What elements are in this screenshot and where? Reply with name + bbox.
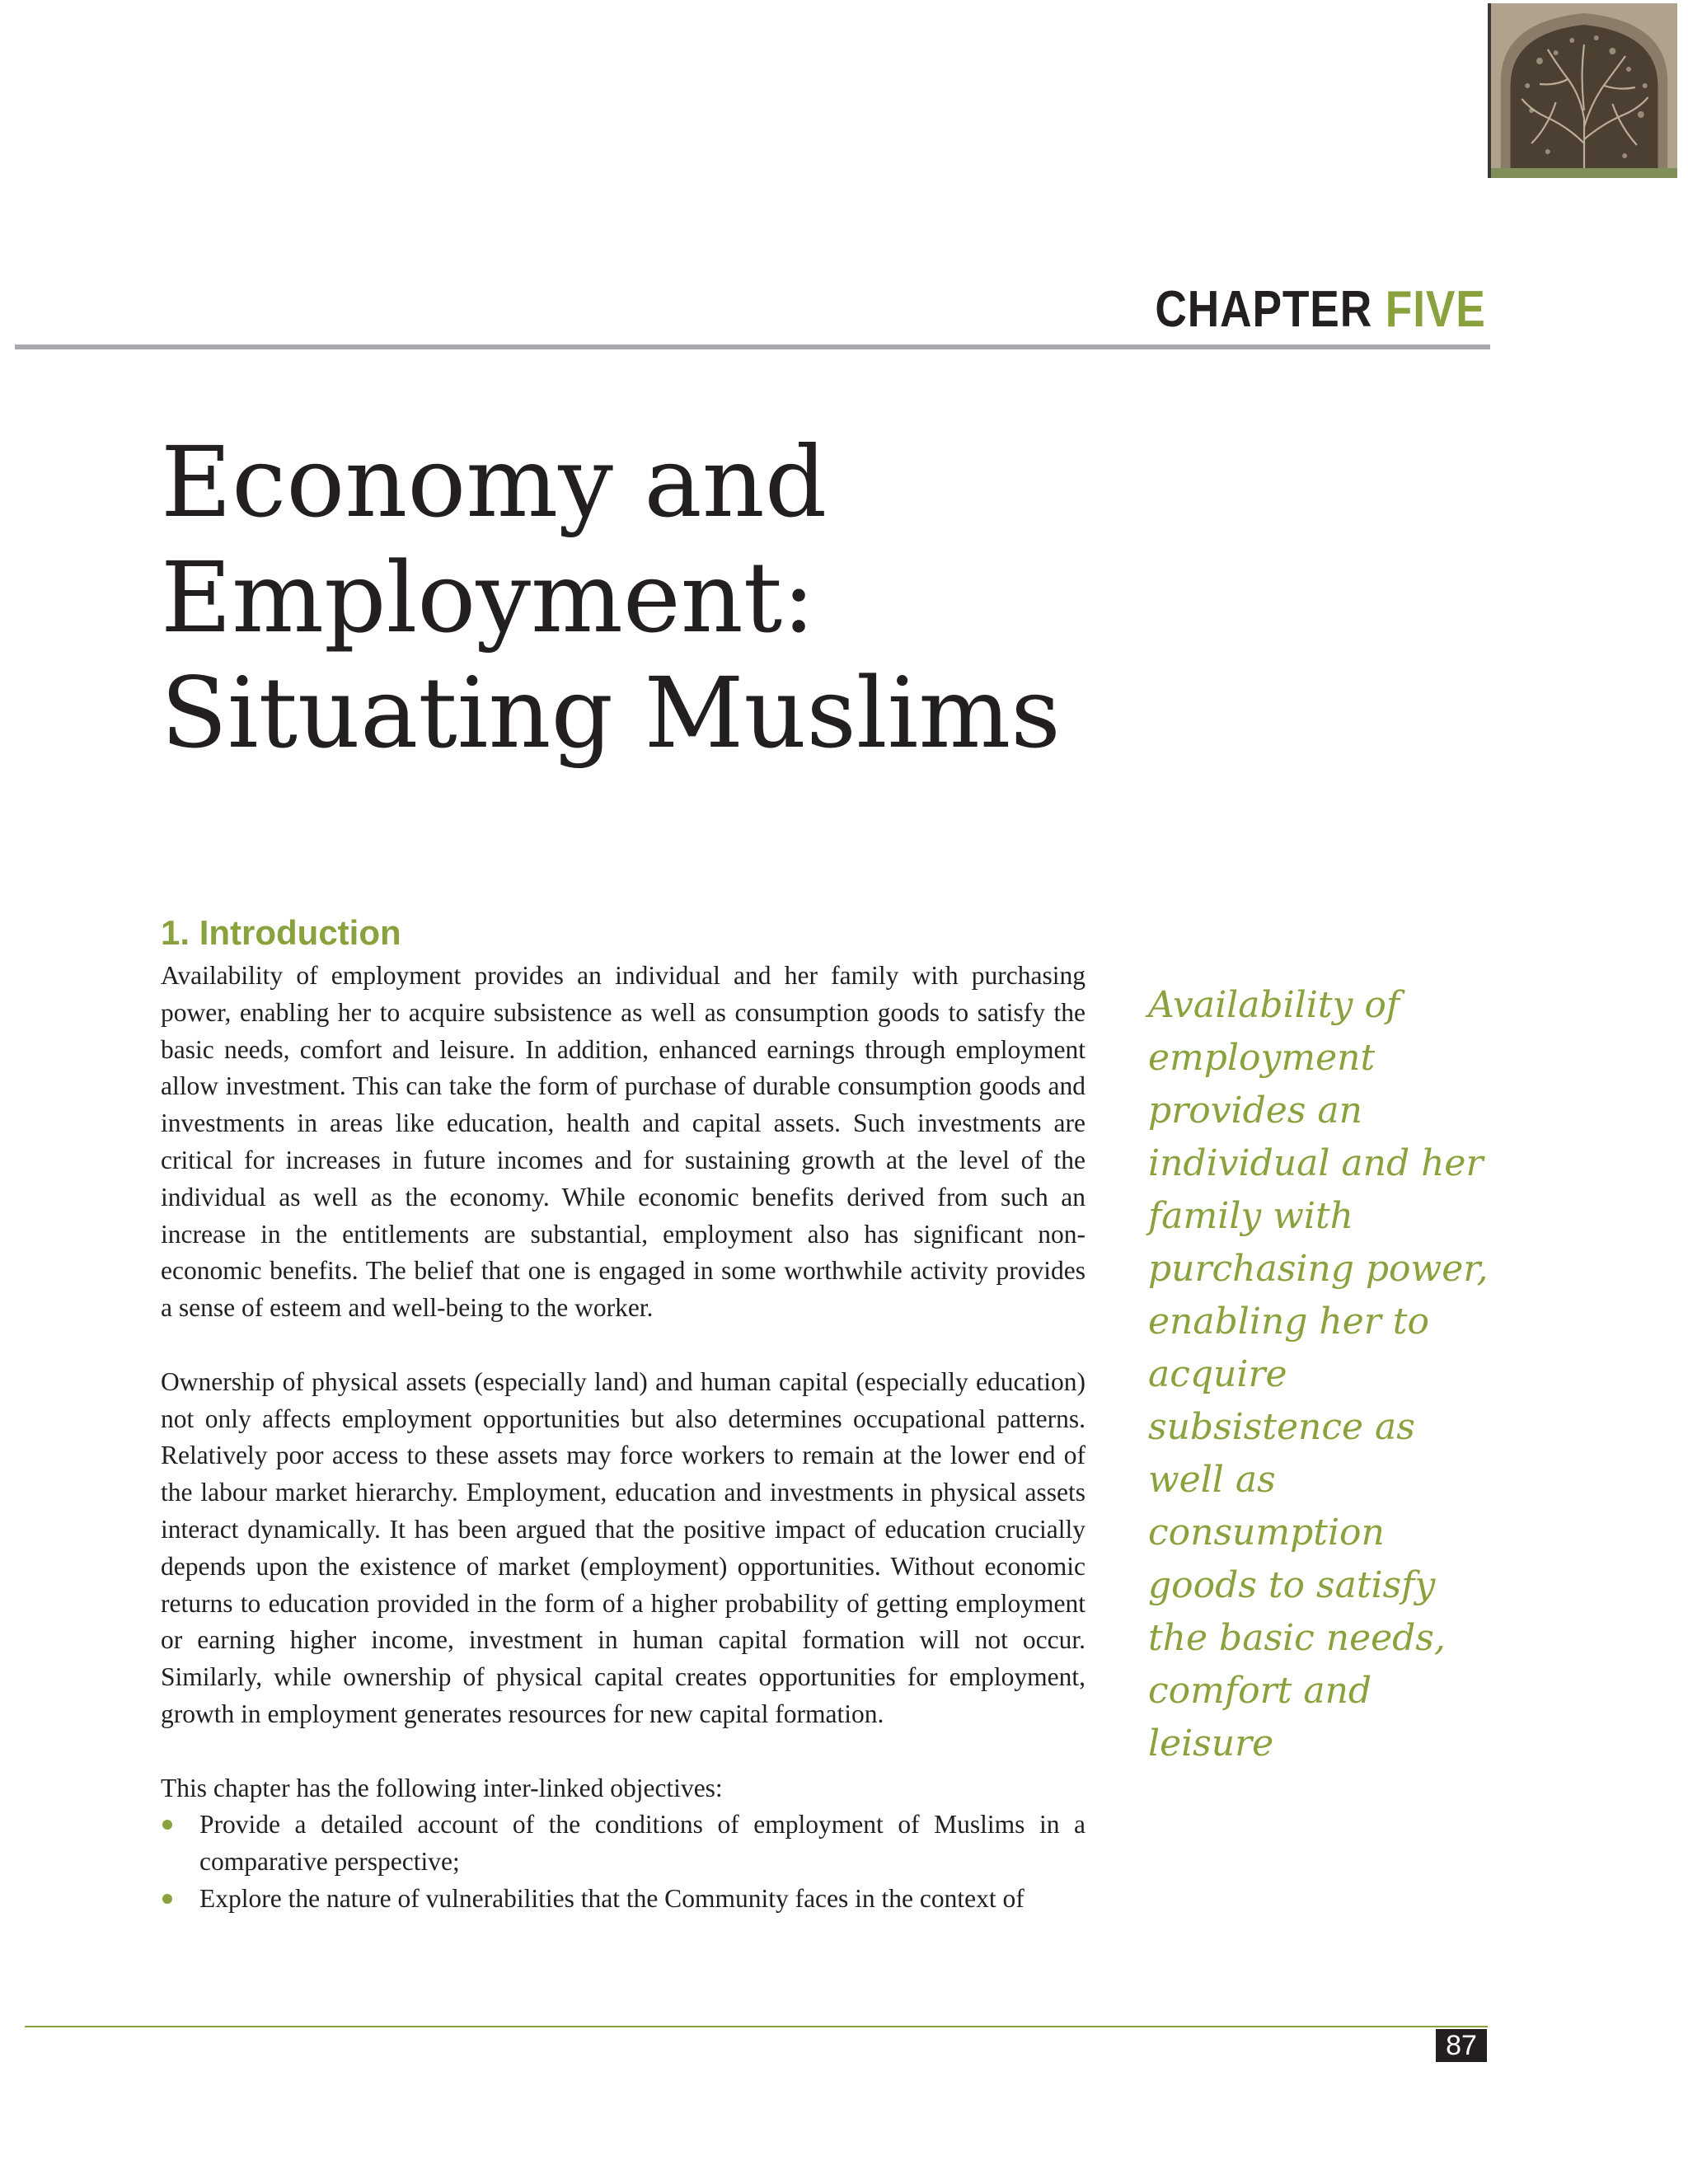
bullet-icon <box>162 1894 172 1904</box>
carved-window-icon <box>1491 3 1677 178</box>
page-number: 87 <box>1436 2029 1487 2062</box>
chapter-label <box>1156 280 1486 339</box>
objective-text: Provide a detailed account of the conditions of employment of Muslims in a comparative perspective; <box>199 1810 1085 1877</box>
objectives-intro: This chapter has the following inter-linked objectives: <box>161 1773 723 1802</box>
body-paragraph-1: Availability of employment provides an individual and her family with purchasing power, enabling her to acquire subsistence as well as consumption goods to satisfy the basic needs, comfort and leisure. In addition, enhanced earnings through employment allow investment. This can take the form of purchase of durable consumption goods and investments in areas like education, health and capital assets. Such investments are critical for increases in future incomes and for sustaining growth at the level of the individual as well as the economy. While economic benefits derived from such an increase in the entitlements are substantial, employment also has significant non-economic benefits. The belief that one is engaged in some worthwhile activity provides a sense of esteem and well-being to the worker. <box>161 961 1085 1323</box>
bullet-icon <box>162 1820 172 1830</box>
chapter-number: FIVE <box>1386 281 1486 338</box>
pull-quote: Availability of employment provides an individual and her family with purchasing power, enabling her to acquire subsistence as well as consumption goods to satisfy the basic needs, comfort and leisure <box>1148 984 1489 1765</box>
chapter-title <box>161 424 1061 771</box>
list-item <box>161 1807 1085 1881</box>
body-text-column <box>161 958 1085 1918</box>
chapter-title-line-3: Situating Muslims <box>161 656 1061 770</box>
list-item <box>161 1881 1085 1918</box>
header-divider <box>15 344 1490 349</box>
body-paragraph-2: Ownership of physical assets (especially land) and human capital (especially education) not only affects employment opportunities but also determines occupational patterns. Relatively poor access to these assets may force workers to remain at the lower end of the labour market hierarchy. Employment, education and investments in physical assets interact dynamically. It has been argued that the positive impact of education crucially depends upon the existence of market (employment) opportunities. Without economic returns to education provided in the form of a higher probability of getting employment or earning higher income, investment in human capital formation will not occur. Similarly, while ownership of physical capital creates opportunities for employment, growth in employment generates resources for new capital formation. <box>161 1366 1085 1728</box>
objectives-list <box>161 1807 1085 1917</box>
corner-photo-carved-window <box>1488 3 1677 178</box>
chapter-word: CHAPTER <box>1155 281 1373 338</box>
section-heading: 1. Introduction <box>161 913 401 952</box>
footer-divider <box>25 2026 1488 2027</box>
chapter-title-line-2: Employment: <box>161 541 815 654</box>
chapter-title-line-1: Economy and <box>161 425 828 539</box>
objective-text: Explore the nature of vulnerabilities that the Community faces in the context of <box>199 1883 1025 1913</box>
